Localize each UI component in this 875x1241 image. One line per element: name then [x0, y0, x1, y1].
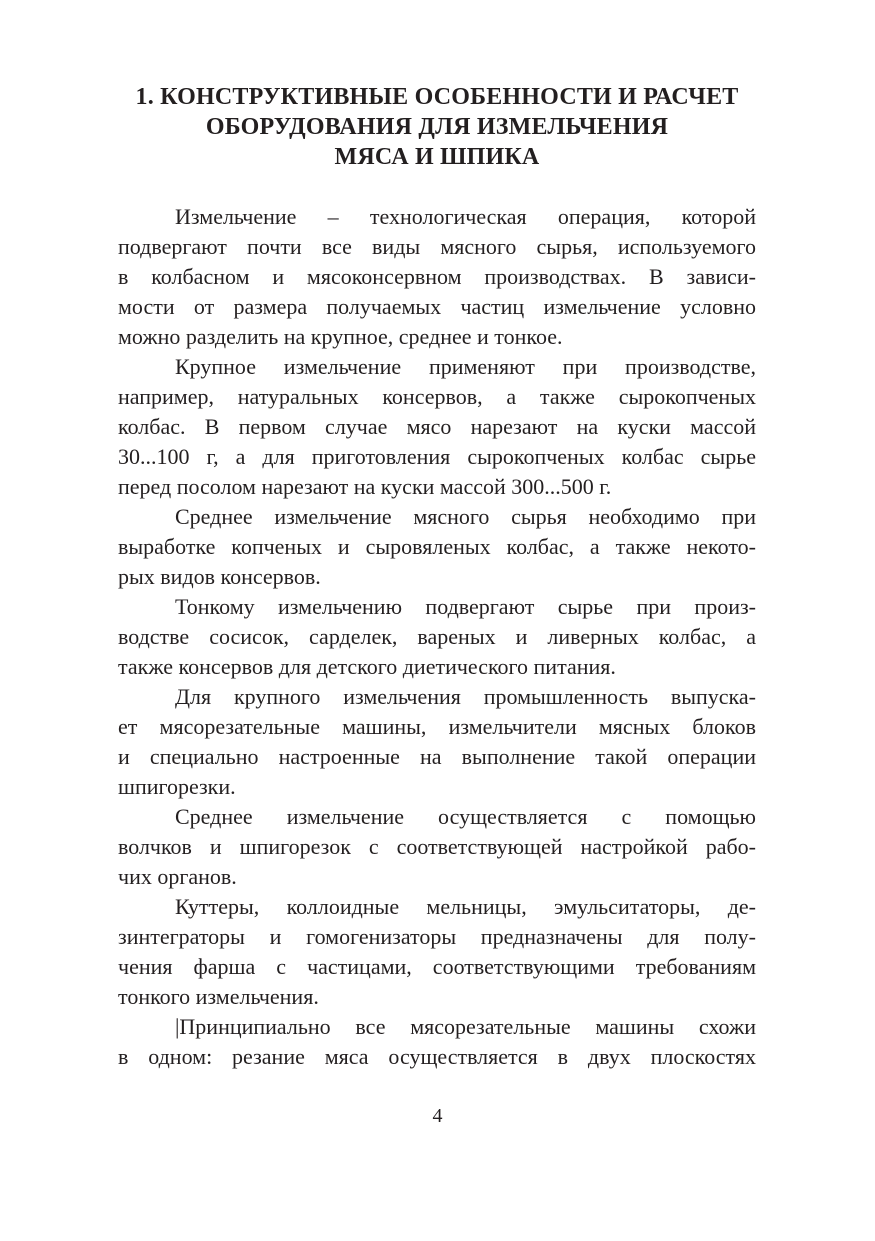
text-line: рых видов консервов.: [118, 564, 321, 589]
paragraph: [118, 802, 756, 892]
text-line: в колбасном и мясоконсервном производствах. В зависи-: [118, 264, 756, 289]
text-line: Куттеры, коллоидные мельницы, эмульситаторы, де-: [175, 894, 756, 919]
text-line: можно разделить на крупное, среднее и тонкое.: [118, 324, 563, 349]
text-line: тонкого измельчения.: [118, 984, 319, 1009]
chapter-title-line: МЯСА И ШПИКА: [334, 144, 540, 170]
paragraph: [118, 682, 756, 802]
text-line: |Принципиально все мясорезательные машины схожи: [175, 1014, 756, 1039]
text-line: выработке копченых и сыровяленых колбас, а также некото-: [118, 534, 756, 559]
text-line: подвергают почти все виды мясного сырья, используемого: [118, 234, 756, 259]
paragraph: [118, 592, 756, 682]
body-text: [118, 202, 756, 1072]
text-line: также консервов для детского диетического питания.: [118, 654, 616, 679]
text-line: перед посолом нарезают на куски массой 300...500 г.: [118, 474, 612, 499]
paragraph: [118, 502, 756, 592]
paragraph: [118, 202, 756, 352]
text-line: чих органов.: [118, 864, 237, 889]
text-line: Среднее измельчение мясного сырья необходимо при: [175, 504, 756, 529]
text-line: Среднее измельчение осуществляется с помощью: [175, 804, 756, 829]
text-line: Тонкому измельчению подвергают сырье при произ-: [175, 594, 756, 619]
page-content: [118, 82, 756, 1072]
text-line: волчков и шпигорезок с соответствующей настройкой рабо-: [118, 834, 756, 859]
text-line: например, натуральных консервов, а также сырокопченых: [118, 384, 756, 409]
paragraph: [118, 1012, 756, 1072]
text-line: зинтеграторы и гомогенизаторы предназначены для полу-: [118, 924, 756, 949]
text-line: Для крупного измельчения промышленность выпуска-: [175, 684, 756, 709]
chapter-title-line: 1. КОНСТРУКТИВНЫЕ ОСОБЕННОСТИ И РАСЧЕТ: [135, 84, 739, 110]
text-line: Крупное измельчение применяют при производстве,: [175, 354, 756, 379]
text-line: Измельчение – технологическая операция, которой: [175, 204, 756, 229]
text-line: и специально настроенные на выполнение такой операции: [118, 744, 756, 769]
paragraph: [118, 352, 756, 502]
text-line: ет мясорезательные машины, измельчители мясных блоков: [118, 714, 756, 739]
page-number: 4: [432, 1105, 443, 1127]
paragraph: [118, 892, 756, 1012]
text-line: колбас. В первом случае мясо нарезают на куски массой: [118, 414, 756, 439]
text-line: 30...100 г, а для приготовления сырокопченых колбас сырье: [118, 444, 756, 469]
chapter-title-line: ОБОРУДОВАНИЯ ДЛЯ ИЗМЕЛЬЧЕНИЯ: [205, 114, 669, 140]
text-line: чения фарша с частицами, соответствующими требованиям: [118, 954, 756, 979]
text-line: шпигорезки.: [118, 774, 236, 799]
text-line: водстве сосисок, сарделек, вареных и ливерных колбас, а: [118, 624, 756, 649]
text-line: мости от размера получаемых частиц измельчение условно: [118, 294, 756, 319]
chapter-title: [118, 82, 756, 172]
text-line: в одном: резание мяса осуществляется в двух плоскостях: [118, 1044, 756, 1069]
